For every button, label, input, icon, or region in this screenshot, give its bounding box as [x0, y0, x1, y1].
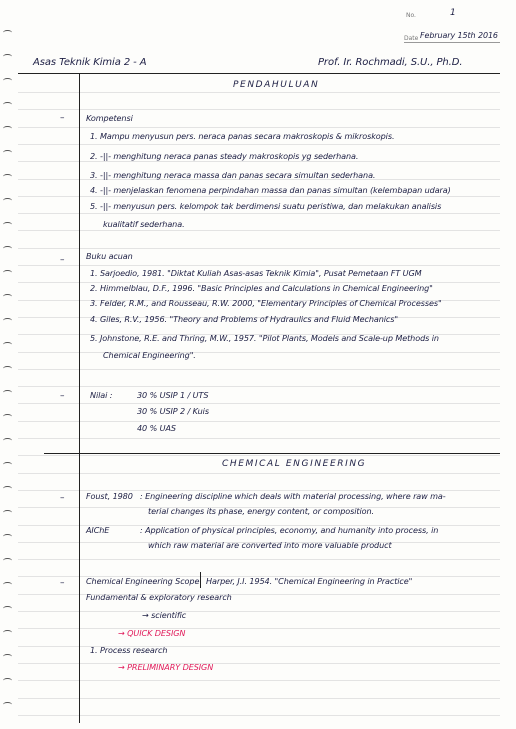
page-number: 1	[450, 8, 456, 18]
binder-hole	[3, 462, 12, 467]
ruled-line	[18, 698, 500, 699]
definition-text: : Application of physical principles, economy, and humanity into process, in	[140, 525, 439, 535]
binder-hole	[3, 270, 12, 275]
kompetensi-item: 1. Mampu menyusun pers. neraca panas secara makroskopis & mikroskopis.	[90, 131, 395, 141]
date: February 15th 2016	[420, 31, 498, 40]
grade-row: 30 % USIP 1 / UTS	[137, 390, 209, 400]
fundamental-research: Fundamental & exploratory research	[86, 592, 232, 602]
binder-hole	[3, 486, 12, 491]
binder-hole	[3, 174, 12, 179]
reference-item: Chemical Engineering".	[103, 350, 196, 360]
ruled-line	[18, 438, 500, 439]
bullet-dash: –	[60, 493, 65, 503]
bullet-dash: –	[60, 391, 65, 401]
section-title-chemical-engineering: CHEMICAL ENGINEERING	[222, 459, 367, 469]
definition-source: Foust, 1980	[86, 491, 133, 501]
no-label: No.	[406, 12, 416, 19]
date-underline	[404, 42, 500, 43]
binder-hole	[3, 30, 12, 35]
ruled-line	[18, 473, 500, 474]
binder-hole	[3, 150, 12, 155]
binder-hole	[3, 342, 12, 347]
scope-separator	[200, 572, 201, 588]
ruled-line	[18, 109, 500, 110]
quick-design: → QUICK DESIGN	[118, 628, 186, 638]
binder-hole	[3, 222, 12, 227]
binder-hole	[3, 582, 12, 587]
binder-hole	[3, 438, 12, 443]
binder-hole	[3, 630, 12, 635]
ruled-line	[18, 421, 500, 422]
process-research: 1. Process research	[90, 645, 168, 655]
ruled-line	[18, 715, 500, 716]
binder-hole	[3, 654, 12, 659]
binder-hole	[3, 534, 12, 539]
ruled-line	[18, 403, 500, 404]
section-title-pendahuluan: PENDAHULUAN	[233, 80, 320, 90]
kompetensi-item: kualitatif sederhana.	[103, 219, 185, 229]
kompetensi-item: 2. -||- menghitung neraca panas steady makroskopis yg sederhana.	[90, 151, 359, 161]
kompetensi-item: 3. -||- menghitung neraca massa dan panas secara simultan sederhana.	[90, 170, 376, 180]
scope-reference: Harper, J.I. 1954. "Chemical Engineering in Practice"	[206, 576, 413, 586]
binder-hole	[3, 366, 12, 371]
margin-line	[79, 73, 80, 723]
ruled-line	[18, 144, 500, 145]
lecturer-name: Prof. Ir. Rochmadi, S.U., Ph.D.	[318, 57, 463, 68]
binder-hole	[3, 198, 12, 203]
binder-hole	[3, 102, 12, 107]
date-label: Date	[404, 35, 419, 42]
ruled-line	[18, 663, 500, 664]
ruled-line	[18, 230, 500, 231]
grade-row: 30 % USIP 2 / Kuis	[137, 406, 209, 416]
scope-heading: Chemical Engineering Scope	[86, 576, 200, 586]
ruled-line	[18, 127, 500, 128]
ruled-line	[18, 386, 500, 387]
nilai-label: Nilai :	[90, 390, 113, 400]
ruled-line	[18, 92, 500, 93]
binder-hole	[3, 558, 12, 563]
ruled-line	[18, 352, 500, 353]
ruled-line	[18, 680, 500, 681]
ruled-line	[18, 628, 500, 629]
definition-text: which raw material are converted into more valuable product	[148, 540, 392, 550]
binder-hole	[3, 414, 12, 419]
ruled-line	[18, 455, 500, 456]
reference-item: 4. Giles, R.V., 1956. "Theory and Problems of Hydraulics and Fluid Mechanics"	[90, 314, 398, 324]
ruled-line	[18, 611, 500, 612]
ruled-line	[18, 161, 500, 162]
reference-item: 3. Felder, R.M., and Rousseau, R.W. 2000, "Elementary Principles of Chemical Processes"	[90, 298, 442, 308]
kompetensi-label: Kompetensi	[86, 113, 133, 123]
kompetensi-item: 4. -||- menjelaskan fenomena perpindahan massa dan panas simultan (kelembapan udara)	[90, 185, 451, 195]
ruled-line	[18, 196, 500, 197]
binder-hole	[3, 126, 12, 131]
binder-hole	[3, 294, 12, 299]
definition-text: terial changes its phase, energy content, or composition.	[148, 506, 374, 516]
binder-hole	[3, 510, 12, 515]
bullet-dash: –	[60, 578, 65, 588]
scientific-arrow: → scientific	[142, 610, 187, 620]
binder-hole	[3, 54, 12, 59]
bullet-dash: –	[60, 113, 65, 123]
binder-hole	[3, 702, 12, 707]
reference-item: 2. Himmelblau, D.F., 1996. "Basic Principles and Calculations in Chemical Engineering"	[90, 283, 433, 293]
binder-hole	[3, 78, 12, 83]
ruled-line	[18, 265, 500, 266]
binder-holes	[0, 0, 16, 729]
reference-item: 5. Johnstone, R.E. and Thring, M.W., 1957. "Pilot Plants, Models and Scale-up Methods in	[90, 333, 439, 343]
reference-item: 1. Sarjoedio, 1981. "Diktat Kuliah Asas-asas Teknik Kimia", Pusat Pemetaan FT UGM	[90, 268, 422, 278]
definition-text: : Engineering discipline which deals with material processing, where raw ma-	[140, 491, 446, 501]
binder-hole	[3, 318, 12, 323]
kompetensi-item: 5. -||- menyusun pers. kelompok tak berdimensi suatu peristiwa, dan melakukan analisis	[90, 201, 442, 211]
bullet-dash: –	[60, 255, 65, 265]
preliminary-design: → PRELIMINARY DESIGN	[118, 662, 214, 672]
ruled-line	[18, 248, 500, 249]
ruled-line	[18, 213, 500, 214]
buku-acuan-label: Buku acuan	[86, 251, 133, 261]
binder-hole	[3, 678, 12, 683]
definition-source: AIChE	[86, 525, 110, 535]
header-rule	[18, 73, 500, 74]
section-divider	[44, 453, 500, 454]
ruled-line	[18, 559, 500, 560]
binder-hole	[3, 390, 12, 395]
binder-hole	[3, 606, 12, 611]
grade-row: 40 % UAS	[137, 423, 176, 433]
ruled-line	[18, 369, 500, 370]
course-title: Asas Teknik Kimia 2 - A	[33, 57, 147, 68]
binder-hole	[3, 246, 12, 251]
